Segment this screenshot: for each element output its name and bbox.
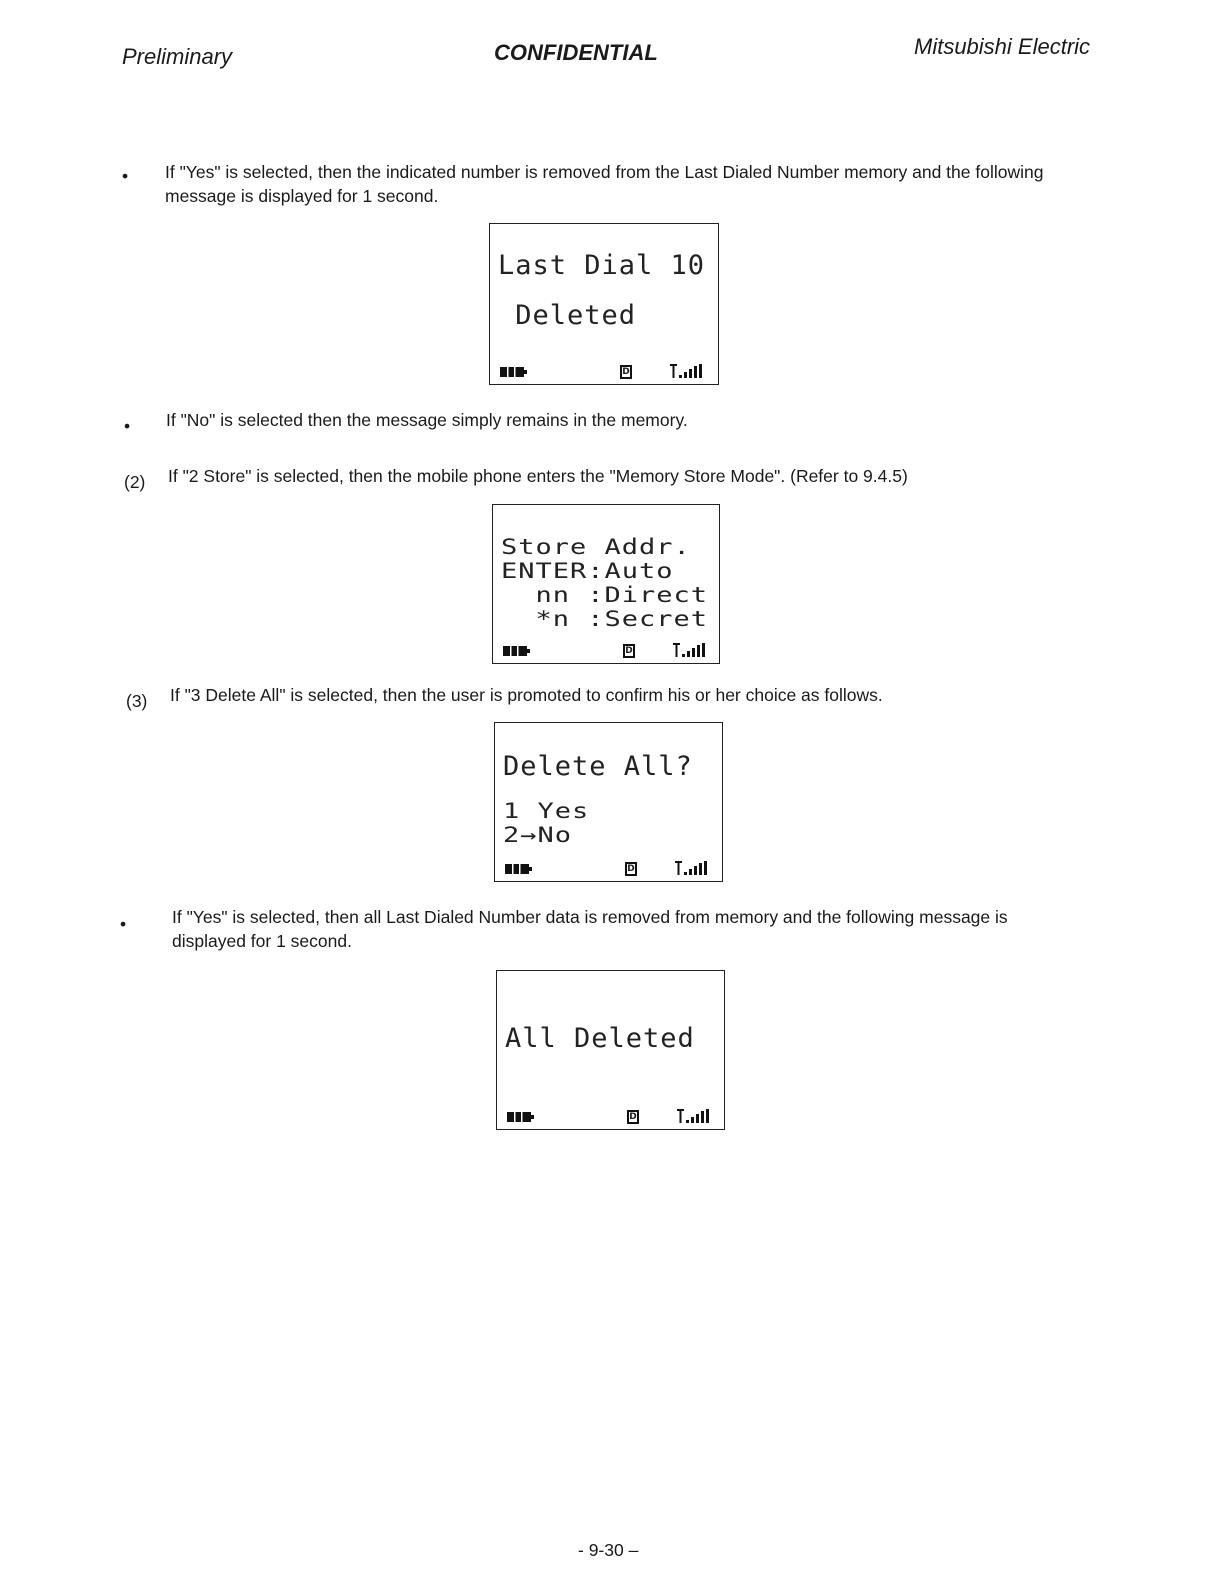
lcd-line: Last Dial 10 [498, 250, 706, 281]
lcd-status-bar [501, 643, 711, 657]
battery-icon [503, 645, 531, 657]
d-indicator-icon: D [620, 365, 632, 379]
item-marker: (2) [124, 472, 146, 492]
paragraph-all-removed: If "Yes" is selected, then all Last Dialed Number data is removed from memory and the following message is displayed for 1 second. [172, 907, 1008, 951]
signal-strength-icon [677, 1109, 713, 1123]
signal-strength-icon [673, 643, 709, 657]
d-indicator-icon: D [625, 862, 637, 876]
d-indicator-icon: D [623, 644, 635, 658]
signal-strength-icon [675, 861, 711, 875]
lcd-status-bar [503, 861, 714, 875]
lcd-screen-store-addr [492, 504, 720, 664]
bullet-marker: • [124, 416, 131, 436]
lcd-status-bar [505, 1109, 716, 1123]
battery-icon [507, 1111, 535, 1123]
header-preliminary: Preliminary [122, 44, 233, 69]
lcd-screen-last-dial-deleted [489, 223, 719, 385]
lcd-line: ENTER:Auto [501, 559, 674, 584]
lcd-line: Store Addr. [501, 535, 691, 560]
battery-icon [505, 863, 533, 875]
bullet-marker: • [122, 166, 129, 186]
paragraph-delete-all: If "3 Delete All" is selected, then the user is promoted to confirm his or her choice as follows. [170, 685, 883, 705]
paragraph-store: If "2 Store" is selected, then the mobile phone enters the "Memory Store Mode". (Refer to 9.4.5) [168, 466, 908, 486]
lcd-status-bar [498, 364, 710, 378]
battery-icon [500, 366, 528, 378]
lcd-line: 1 Yes [503, 799, 590, 824]
signal-strength-icon [670, 364, 706, 378]
header-company: Mitsubishi Electric [914, 34, 1091, 59]
lcd-line: Deleted [498, 300, 637, 331]
lcd-line: 2→No [503, 823, 573, 848]
lcd-screen-all-deleted [496, 970, 725, 1130]
lcd-line: *n :Secret [501, 607, 709, 632]
lcd-line: All Deleted [505, 1023, 695, 1054]
header-confidential: CONFIDENTIAL [494, 40, 658, 65]
paragraph-no-remains: If "No" is selected then the message simply remains in the memory. [166, 410, 688, 430]
bullet-marker: • [120, 914, 127, 934]
lcd-screen-delete-all-confirm [494, 722, 723, 882]
lcd-line: Delete All? [503, 751, 693, 782]
d-indicator-icon: D [627, 1110, 639, 1124]
paragraph-yes-removed: If "Yes" is selected, then the indicated number is removed from the Last Dialed Number memory and the following message is displayed for 1 second. [165, 162, 1044, 206]
item-marker: (3) [126, 691, 148, 711]
page-number: - 9-30 – [578, 1540, 639, 1560]
lcd-line: nn :Direct [501, 583, 709, 608]
